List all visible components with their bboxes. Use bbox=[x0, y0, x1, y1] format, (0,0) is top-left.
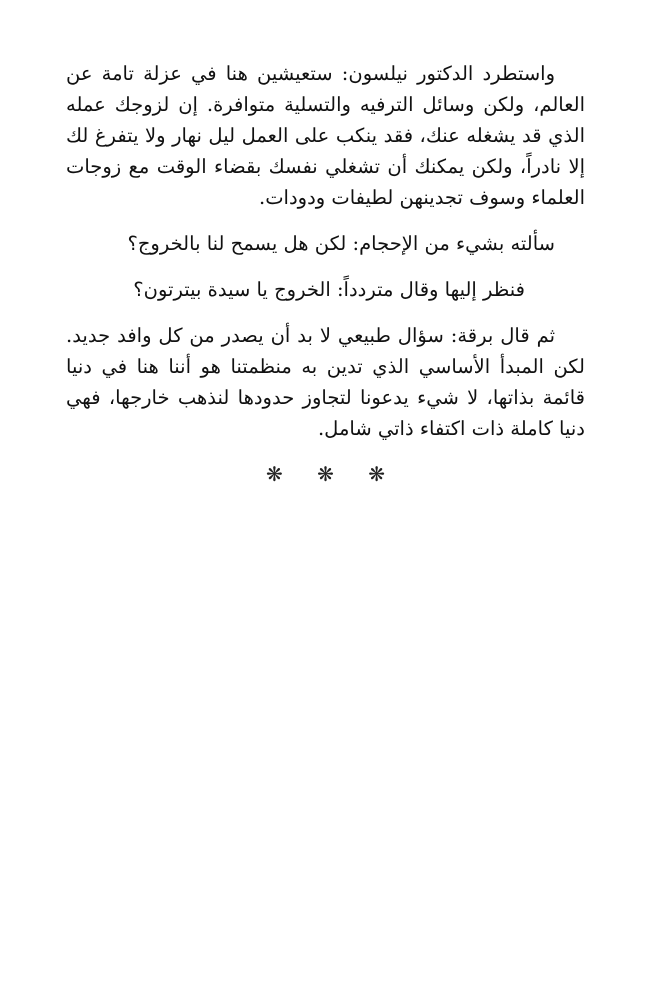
paragraph-hesitant-reply: فنظر إليها وقال متردداً: الخروج يا سيدة بيترتون؟ bbox=[133, 278, 525, 301]
book-page bbox=[66, 58, 585, 490]
paragraph-question: سألته بشيء من الإحجام: لكن هل يسمح لنا بالخروج؟ bbox=[127, 232, 555, 255]
paragraph-organization-principle: ثم قال برقة: سؤال طبيعي لا بد أن يصدر من كل وافد جديد. لكن المبدأ الأساسي الذي تدين به منظمتنا هو أننا هنا في دنيا قائمة بذاتها، لا شيء يدعونا لتجاوز حدودها لنذهب خارجها، فهي دنيا كاملة ذات اكتفاء ذاتي شامل. bbox=[66, 324, 585, 440]
paragraph-nelson-speech: واستطرد الدكتور نيلسون: ستعيشين هنا في عزلة تامة عن العالم، ولكن وسائل الترفيه والتسلية متوافرة. إن لزوجك عمله الذي قد يشغله عنك، فقد ينكب على العمل ليل نهار ولا يتفرغ لك إلا نادراً، ولكن يمكنك أن تشغلي نفسك بقضاء الوقت مع زوجات العلماء وسوف تجدينهن لطيفات ودودات. bbox=[66, 62, 585, 209]
section-separator: ❋ ❋ ❋ bbox=[266, 462, 399, 486]
